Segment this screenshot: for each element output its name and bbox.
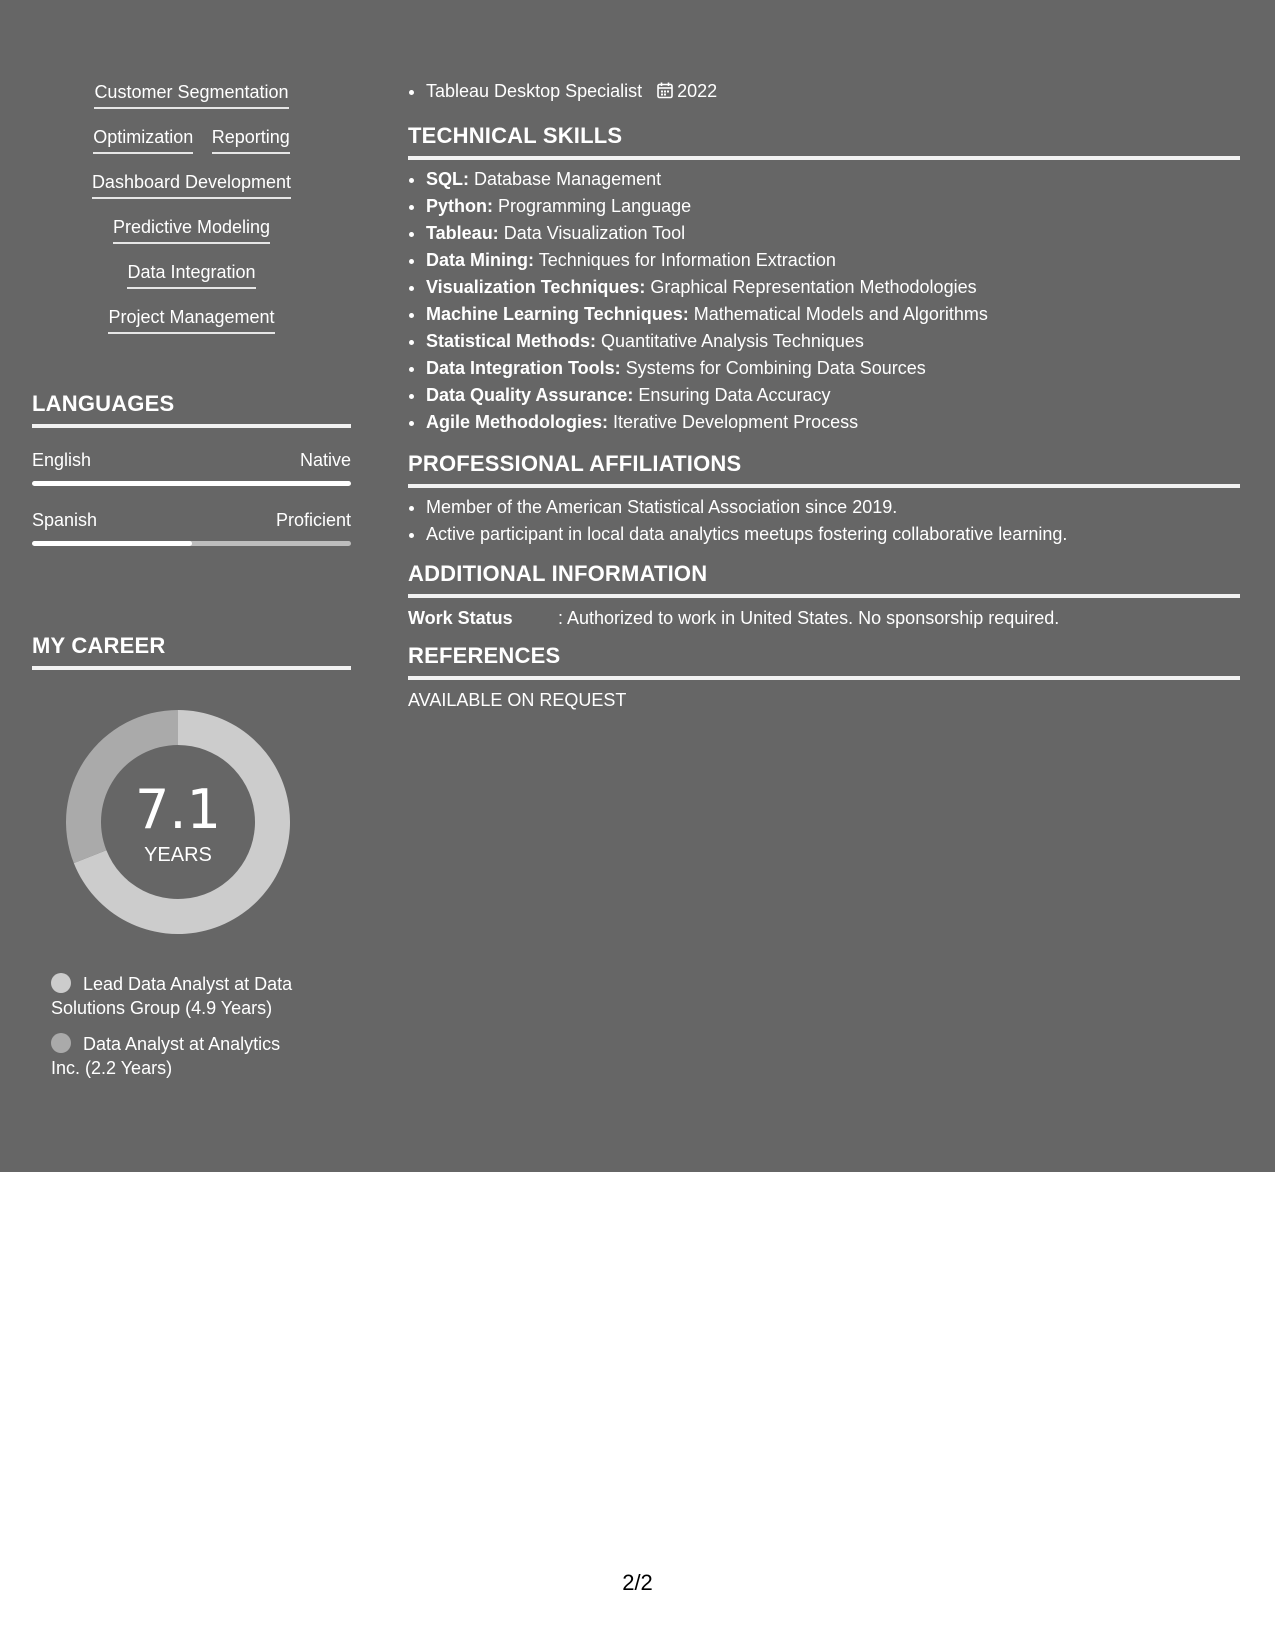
technical-skill-name: Tableau: [426, 223, 499, 243]
technical-skill-desc: Quantitative Analysis Techniques [601, 331, 864, 351]
legend-dot [51, 1033, 71, 1053]
technical-skill-item [426, 382, 1240, 409]
technical-skills-title: TECHNICAL SKILLS [408, 122, 1240, 160]
references-title: REFERENCES [408, 642, 1240, 680]
certification-list [408, 78, 1240, 105]
technical-skill-item [426, 220, 1240, 247]
technical-skill-name: Machine Learning Techniques: [426, 304, 689, 324]
work-status-row [408, 606, 1240, 630]
technical-skill-item [426, 166, 1240, 193]
skill-tag: Dashboard Development [92, 170, 291, 199]
skill-tag: Customer Segmentation [94, 80, 288, 109]
career-job-label: Data Analyst at Analytics Inc. (2.2 Years) [51, 1034, 281, 1078]
skill-tag: Data Integration [127, 260, 255, 289]
language-bar-fill [32, 541, 192, 546]
technical-skill-item [426, 328, 1240, 355]
technical-skill-desc: Graphical Representation Methodologies [650, 277, 977, 297]
language-item [32, 448, 351, 486]
calendar-icon [657, 82, 673, 99]
technical-skill-name: Visualization Techniques: [426, 277, 646, 297]
technical-skill-item [426, 409, 1240, 436]
language-bar-fill [32, 481, 351, 486]
technical-skill-name: SQL: [426, 169, 469, 189]
work-status-label: Work Status [408, 608, 513, 628]
technical-skill-item [426, 247, 1240, 274]
affiliation-item: • Member of the American Statistical Association since 2019. [426, 494, 1240, 521]
skill-tag: Project Management [108, 305, 274, 334]
technical-skill-desc: Database Management [474, 169, 662, 189]
skill-tags [32, 80, 351, 350]
tag-row [32, 170, 351, 202]
career-legend-item [51, 1032, 311, 1080]
language-item [32, 508, 351, 546]
career-legend [51, 972, 311, 1092]
tag-row [32, 305, 351, 337]
technical-skill-name: Data Integration Tools: [426, 358, 621, 378]
language-bar [32, 541, 351, 546]
technical-skill-name: Statistical Methods: [426, 331, 597, 351]
technical-skill-desc: Ensuring Data Accuracy [638, 385, 831, 405]
tag-row [32, 260, 351, 292]
technical-skill-item [426, 301, 1240, 328]
languages-title: LANGUAGES [32, 390, 351, 428]
technical-skill-desc: Iterative Development Process [613, 412, 859, 432]
skill-tag: Optimization [93, 125, 193, 154]
technical-skill-item [426, 193, 1240, 220]
technical-skill-name: Data Mining: [426, 250, 534, 270]
technical-skill-item [426, 355, 1240, 382]
career-total-years: 7.1 [135, 778, 221, 841]
additional-info-title: ADDITIONAL INFORMATION [408, 560, 1240, 598]
language-level: Native [299, 450, 351, 470]
technical-skills-list [408, 166, 1240, 436]
legend-dot [51, 973, 71, 993]
technical-skills-section [408, 122, 1240, 436]
certification-item [426, 78, 1240, 105]
technical-skill-desc: Programming Language [498, 196, 692, 216]
technical-skill-name: Agile Methodologies: [426, 412, 608, 432]
language-level: Proficient [275, 510, 351, 530]
technical-skill-item [426, 274, 1240, 301]
technical-skill-desc: Mathematical Models and Algorithms [693, 304, 988, 324]
career-job-label: Lead Data Analyst at Data Solutions Group (4.9 Years) [51, 974, 293, 1018]
technical-skill-name: Python: [426, 196, 493, 216]
skill-tag: Predictive Modeling [113, 215, 270, 244]
technical-skill-name: Data Quality Assurance: [426, 385, 634, 405]
work-status-value: : Authorized to work in United States. No sponsorship required. [558, 608, 1060, 628]
certification-section [408, 78, 1240, 105]
career-legend-item [51, 972, 311, 1020]
language-bar [32, 481, 351, 486]
career-title: MY CAREER [32, 632, 351, 670]
certification-year: 2022 [677, 81, 718, 101]
technical-skill-desc: Techniques for Information Extraction [538, 250, 836, 270]
language-name: Spanish [32, 510, 98, 530]
affiliations-section [408, 450, 1240, 548]
tag-row [32, 80, 351, 112]
references-section [408, 642, 1240, 711]
tag-row [32, 125, 351, 157]
career-donut-chart [66, 710, 290, 934]
skill-tag: Reporting [212, 125, 290, 154]
page-number: 2/2 [622, 1570, 653, 1595]
references-text: AVAILABLE ON REQUEST [408, 690, 627, 710]
technical-skill-desc: Systems for Combining Data Sources [625, 358, 926, 378]
career-section [32, 632, 351, 1078]
affiliations-title: PROFESSIONAL AFFILIATIONS [408, 450, 1240, 488]
language-name: English [32, 450, 92, 470]
language-row [32, 508, 351, 532]
languages-section [32, 390, 351, 546]
tag-row [32, 215, 351, 247]
affiliation-item: • Active participant in local data analytics meetups fostering collaborative learning. [426, 521, 1240, 548]
technical-skill-desc: Data Visualization Tool [503, 223, 686, 243]
affiliations-list [408, 494, 1240, 548]
language-row [32, 448, 351, 472]
additional-info-section [408, 560, 1240, 630]
certification-name: Tableau Desktop Specialist [426, 81, 643, 101]
career-total-unit: YEARS [144, 844, 212, 866]
